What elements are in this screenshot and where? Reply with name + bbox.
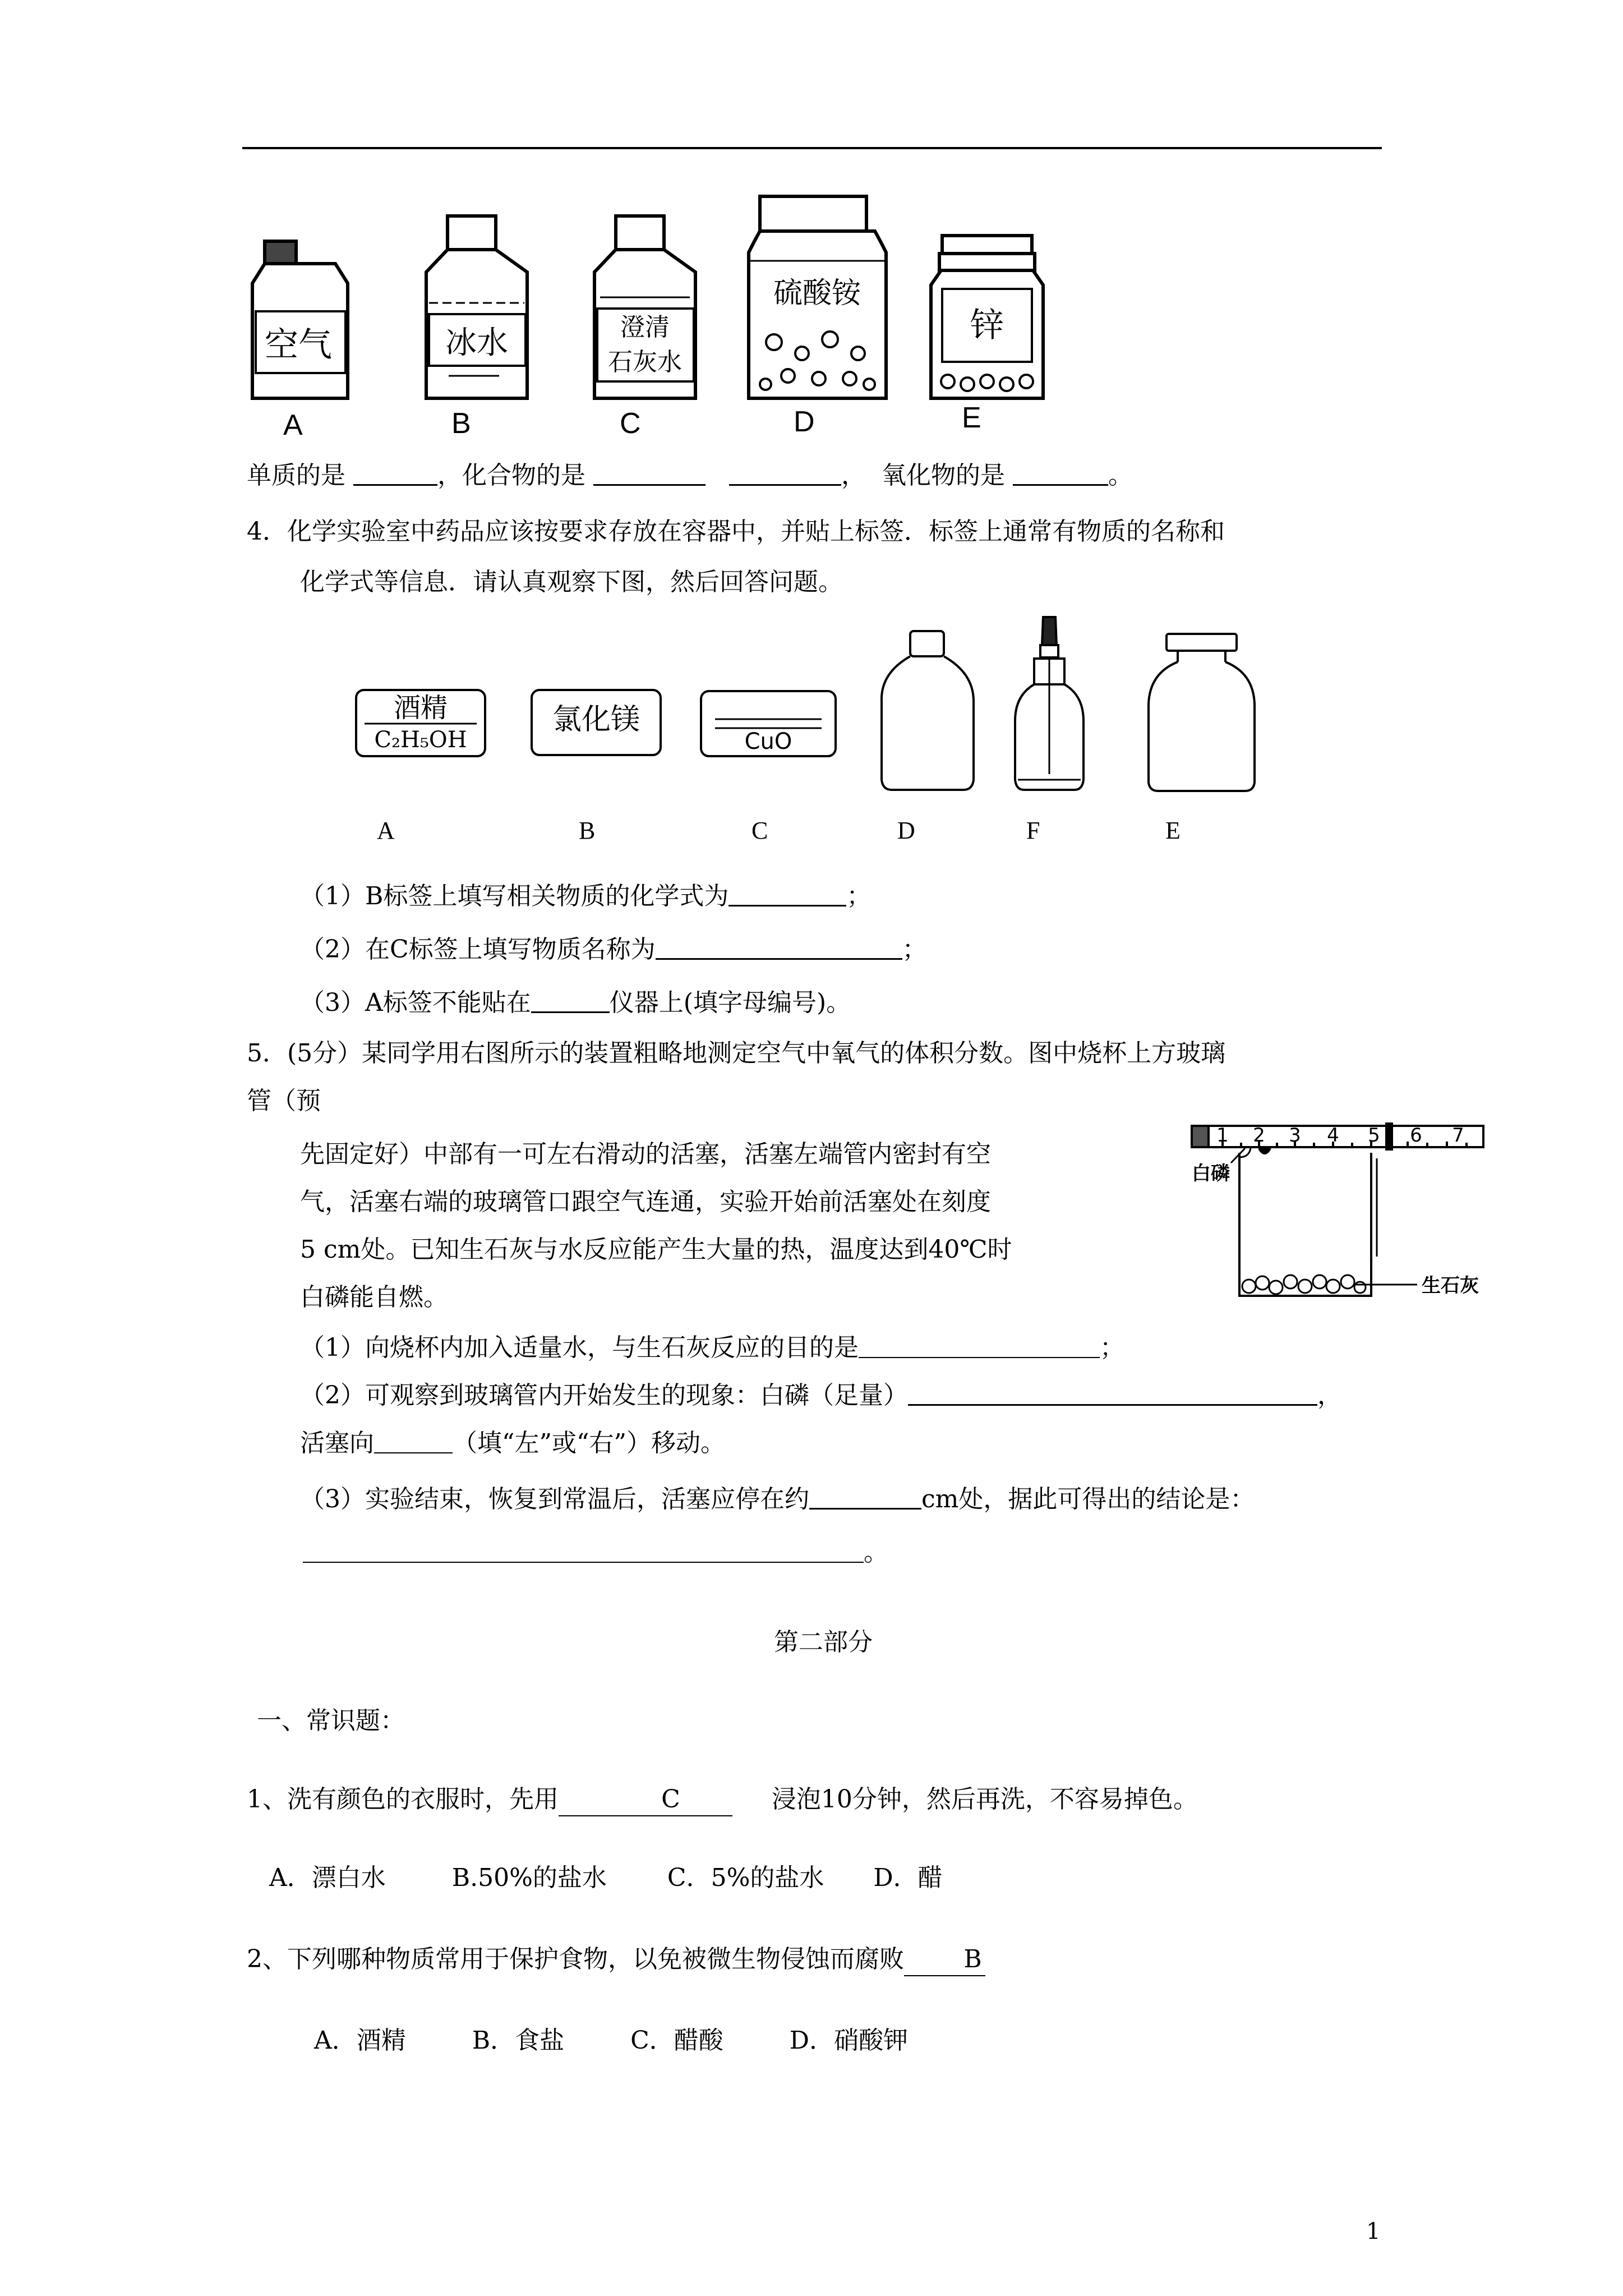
part2-q2-options	[314, 2025, 908, 2056]
part2-q1-option-c: C．5%的盐水	[667, 1864, 824, 1892]
bottles-figure	[236, 191, 1099, 438]
q5-conclusion-blank[interactable]	[303, 1539, 864, 1563]
label-c-formula: CuO	[744, 729, 792, 754]
part2-title: 第二部分	[774, 1628, 873, 1657]
q5-sub-3: （3）实验结束，恢复到常温后，活塞应停在约 cm处，据此可得出的结论是：	[300, 1485, 1255, 1513]
part2-q2-answer: B	[904, 1944, 985, 1976]
part2-q1-option-b: B.50%的盐水	[451, 1864, 607, 1892]
q4-figure	[353, 611, 1279, 797]
scale-1: 1	[1216, 1124, 1229, 1147]
q4-name-blank[interactable]	[656, 936, 902, 960]
bottle-letter-b: B	[451, 407, 471, 440]
q5-line-2: 管（预	[247, 1087, 321, 1115]
label-a-name: 酒精	[393, 692, 448, 724]
part2-q2-option-d: D．硝酸钾	[789, 2026, 909, 2055]
q3-compound-blank-2[interactable]	[729, 462, 841, 486]
scale-5: 5	[1368, 1124, 1380, 1147]
part2-q2-option-c: C．醋酸	[630, 2026, 723, 2055]
header-rule	[242, 147, 1382, 149]
scale-2: 2	[1253, 1124, 1265, 1147]
q5-phenomenon-blank[interactable]	[908, 1382, 1317, 1406]
bottle-c-label-2: 石灰水	[608, 348, 682, 376]
q5-line-6: 白磷能自燃。	[300, 1283, 448, 1312]
q4-sub-3: （3）A标签不能贴在 仪器上(填字母编号)。	[300, 988, 851, 1017]
q5-sub-2-line-2: 活塞向 （填“左”或“右”）移动。	[300, 1429, 725, 1457]
q5-line-4: 气，活塞右端的玻璃管口跟空气连通，实验开始前活塞处在刻度	[300, 1188, 991, 1216]
quicklime-label: 生石灰	[1422, 1274, 1479, 1297]
part2-q1-options	[269, 1862, 943, 1894]
q5-sub-2: （2）可观察到玻璃管内开始发生的现象：白磷（足量） ，	[300, 1381, 1342, 1410]
scale-6: 6	[1410, 1124, 1422, 1147]
q5-direction-blank[interactable]	[374, 1430, 453, 1453]
q4-formula-blank[interactable]	[728, 882, 846, 907]
q3-compound-blank-1[interactable]	[593, 462, 706, 486]
q5-line-3: 先固定好）中部有一可左右滑动的活塞，活塞左端管内密封有空	[300, 1140, 991, 1168]
bottle-letter-a: A	[283, 409, 303, 441]
bottle-a-label: 空气	[265, 325, 332, 365]
q5-line-5: 5 cm处。已知生石灰与水反应能产生大量的热，温度达到40℃时	[300, 1235, 1012, 1264]
bottle-e-label: 锌	[970, 306, 1004, 345]
q4-letter-f: F	[1026, 817, 1040, 844]
q3-oxide-blank[interactable]	[1013, 462, 1108, 486]
scale-3: 3	[1289, 1124, 1301, 1147]
q5-sub-1: （1）向烧杯内加入适量水，与生石灰反应的目的是 ；	[300, 1333, 1124, 1362]
part2-q2: 2、下列哪种物质常用于保护食物，以免被微生物侵蚀而腐败 B	[247, 1944, 985, 1976]
q4-letter-a: A	[377, 817, 395, 844]
part2-section: 一、常识题：	[257, 1706, 405, 1735]
part2-q2-option-a: A．酒精	[314, 2026, 406, 2055]
scale-4: 4	[1327, 1124, 1339, 1147]
bottle-letter-e: E	[962, 402, 981, 434]
white-phosphorus-label: 白磷	[1192, 1162, 1230, 1185]
page-number: 1	[1366, 2219, 1381, 2244]
bottle-letter-d: D	[794, 406, 815, 438]
q5-position-blank[interactable]	[809, 1485, 921, 1510]
bottle-d-label: 硫酸铵	[773, 277, 861, 310]
bottle-c-label-1: 澄清	[620, 313, 670, 342]
label-a-formula: C₂H₅OH	[374, 727, 467, 753]
q4-sub-1: （1）B标签上填写相关物质的化学式为 ；	[300, 882, 872, 910]
q5-purpose-blank[interactable]	[859, 1335, 1100, 1358]
q4-line-1: 4．化学实验室中药品应该按要求存放在容器中，并贴上标签．标签上通常有物质的名称和	[247, 517, 1225, 546]
part2-q1-option-d: D．醋	[873, 1864, 943, 1892]
q4-letter-b: B	[579, 817, 596, 844]
part2-q2-option-b: B．食盐	[472, 2026, 565, 2055]
q4-letter-c: C	[751, 817, 768, 844]
bottle-b-label: 冰水	[445, 325, 508, 361]
q4-line-2: 化学式等信息．请认真观察下图，然后回答问题。	[300, 568, 843, 596]
q3-element-blank[interactable]	[353, 462, 437, 486]
q5-sub-3-line-2: 。	[303, 1537, 888, 1568]
part2-q1: 1、洗有颜色的衣服时，先用 C 浸泡10分钟，然后再洗，不容易掉色。	[247, 1784, 1198, 1816]
q4-letter-d: D	[897, 817, 915, 844]
q5-line-1: 5．(5分）某同学用右图所示的装置粗略地测定空气中氧气的体积分数。图中烧杯上方玻璃	[247, 1039, 1226, 1068]
bottle-letter-c: C	[620, 407, 641, 440]
q5-apparatus	[1186, 1114, 1545, 1315]
part2-q1-option-a: A．漂白水	[269, 1864, 386, 1892]
q3-line: 单质的是 ，化合物的是 ， 氧化物的是 。	[247, 461, 1133, 490]
scale-7: 7	[1452, 1124, 1464, 1147]
part2-q1-answer: C	[559, 1784, 732, 1816]
q4-instrument-blank[interactable]	[531, 989, 610, 1013]
q4-sub-2: （2）在C标签上填写物质名称为 ；	[300, 935, 927, 964]
label-b-name: 氯化镁	[552, 703, 640, 737]
q4-letter-e: E	[1165, 817, 1181, 844]
